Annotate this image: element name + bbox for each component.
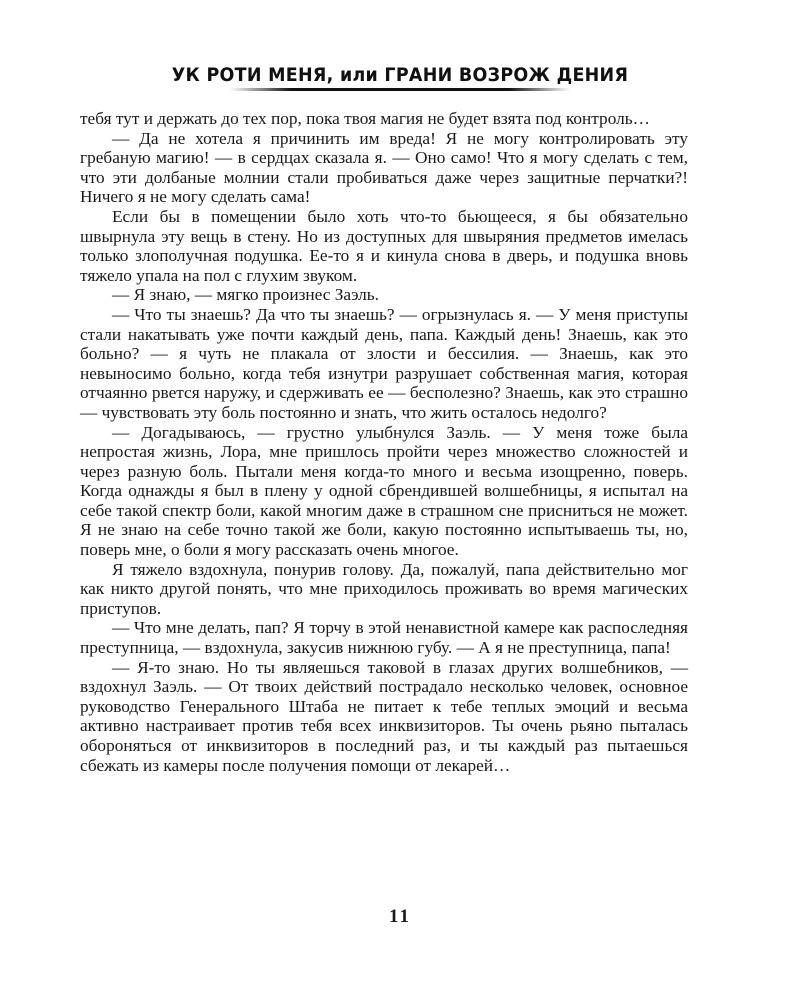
- paragraph: Если бы в помещении было хоть что-то бьющееся, я бы обязательно швырнула эту вещь в стену. Но из доступных для швыряния предметов имелась только злополучная подушка. Ее-то я и кинула снова в дверь, и подушка вновь тяжело упала на пол с глухим звуком.: [80, 206, 688, 285]
- paragraph: — Что мне делать, пап? Я торчу в этой ненавистной камере как распоследняя преступница, — вздохнула, закусив нижнюю губу. — А я не преступница, папа!: [80, 618, 688, 658]
- header-underline: [230, 88, 570, 91]
- paragraph: — Что ты знаешь? Да что ты знаешь? — огрызнулась я. — У меня приступы стали накатывать уже почти каждый день, папа. Каждый день! Знаешь, как это больно? — я чуть не плакала от злости и бессилия. — Знаешь, как это невыносимо больно, когда тебя изнутри разрушает собственная магия, которая отчаянно рвется наружу, и сдерживать ее — бесполезно? Знаешь, как это страшно — чувствовать эту боль постоянно и знать, что жить осталось недолго?: [80, 304, 688, 422]
- running-header: [150, 64, 650, 91]
- paragraph: — Я-то знаю. Но ты являешься таковой в глазах других волшебников, — вздохнул Заэль. — От твоих действий пострадало несколько человек, основное руководство Генерального Штаба не питает к тебе теплых эмоций и весьма активно настраивает против тебя всех инквизиторов. Ты очень рьяно пыталась обороняться от инквизиторов в последний раз, и ты каждый раз пытаешься сбежать из камеры после получения помощи от лекарей…: [80, 657, 688, 775]
- paragraph: — Я знаю, — мягко произнес Заэль.: [112, 285, 379, 305]
- paragraph: — Да не хотела я причинить им вреда! Я не могу контролировать эту гребаную магию! — в сердцах сказала я. — Оно само! Что я могу сделать с тем, что эти долбаные молнии стали пробиваться даже через защитные перчатки?! Ничего я не могу сделать сама!: [80, 128, 688, 207]
- paragraph: Я тяжело вздохнула, понурив голову. Да, пожалуй, папа действительно мог как никто другой понять, что мне приходилось проживать во время магических приступов.: [80, 559, 688, 618]
- paragraph: тебя тут и держать до тех пор, пока твоя магия не будет взята под контроль…: [80, 109, 650, 128]
- page-number: 11: [389, 906, 411, 927]
- body-text: [80, 109, 688, 775]
- paragraph: — Догадываюсь, — грустно улыбнулся Заэль. — У меня тоже была непростая жизнь, Лора, мне пришлось пройти через множество сложностей и через разную боль. Пытали меня когда-то много и весьма изощренно, поверь. Когда однажды я был в плену у одной сбрендившей волшебницы, я испытал на себе такой спектр боли, какой многим даже в страшном сне присниться не может. Я не знаю на себе точно такой же боли, какую постоянно испытываешь ты, но, поверь мне, о боли я могу рассказать очень многое.: [80, 422, 688, 560]
- book-title: УК РОТИ МЕНЯ, или ГРАНИ ВОЗРОЖ ДЕНИЯ: [171, 64, 629, 86]
